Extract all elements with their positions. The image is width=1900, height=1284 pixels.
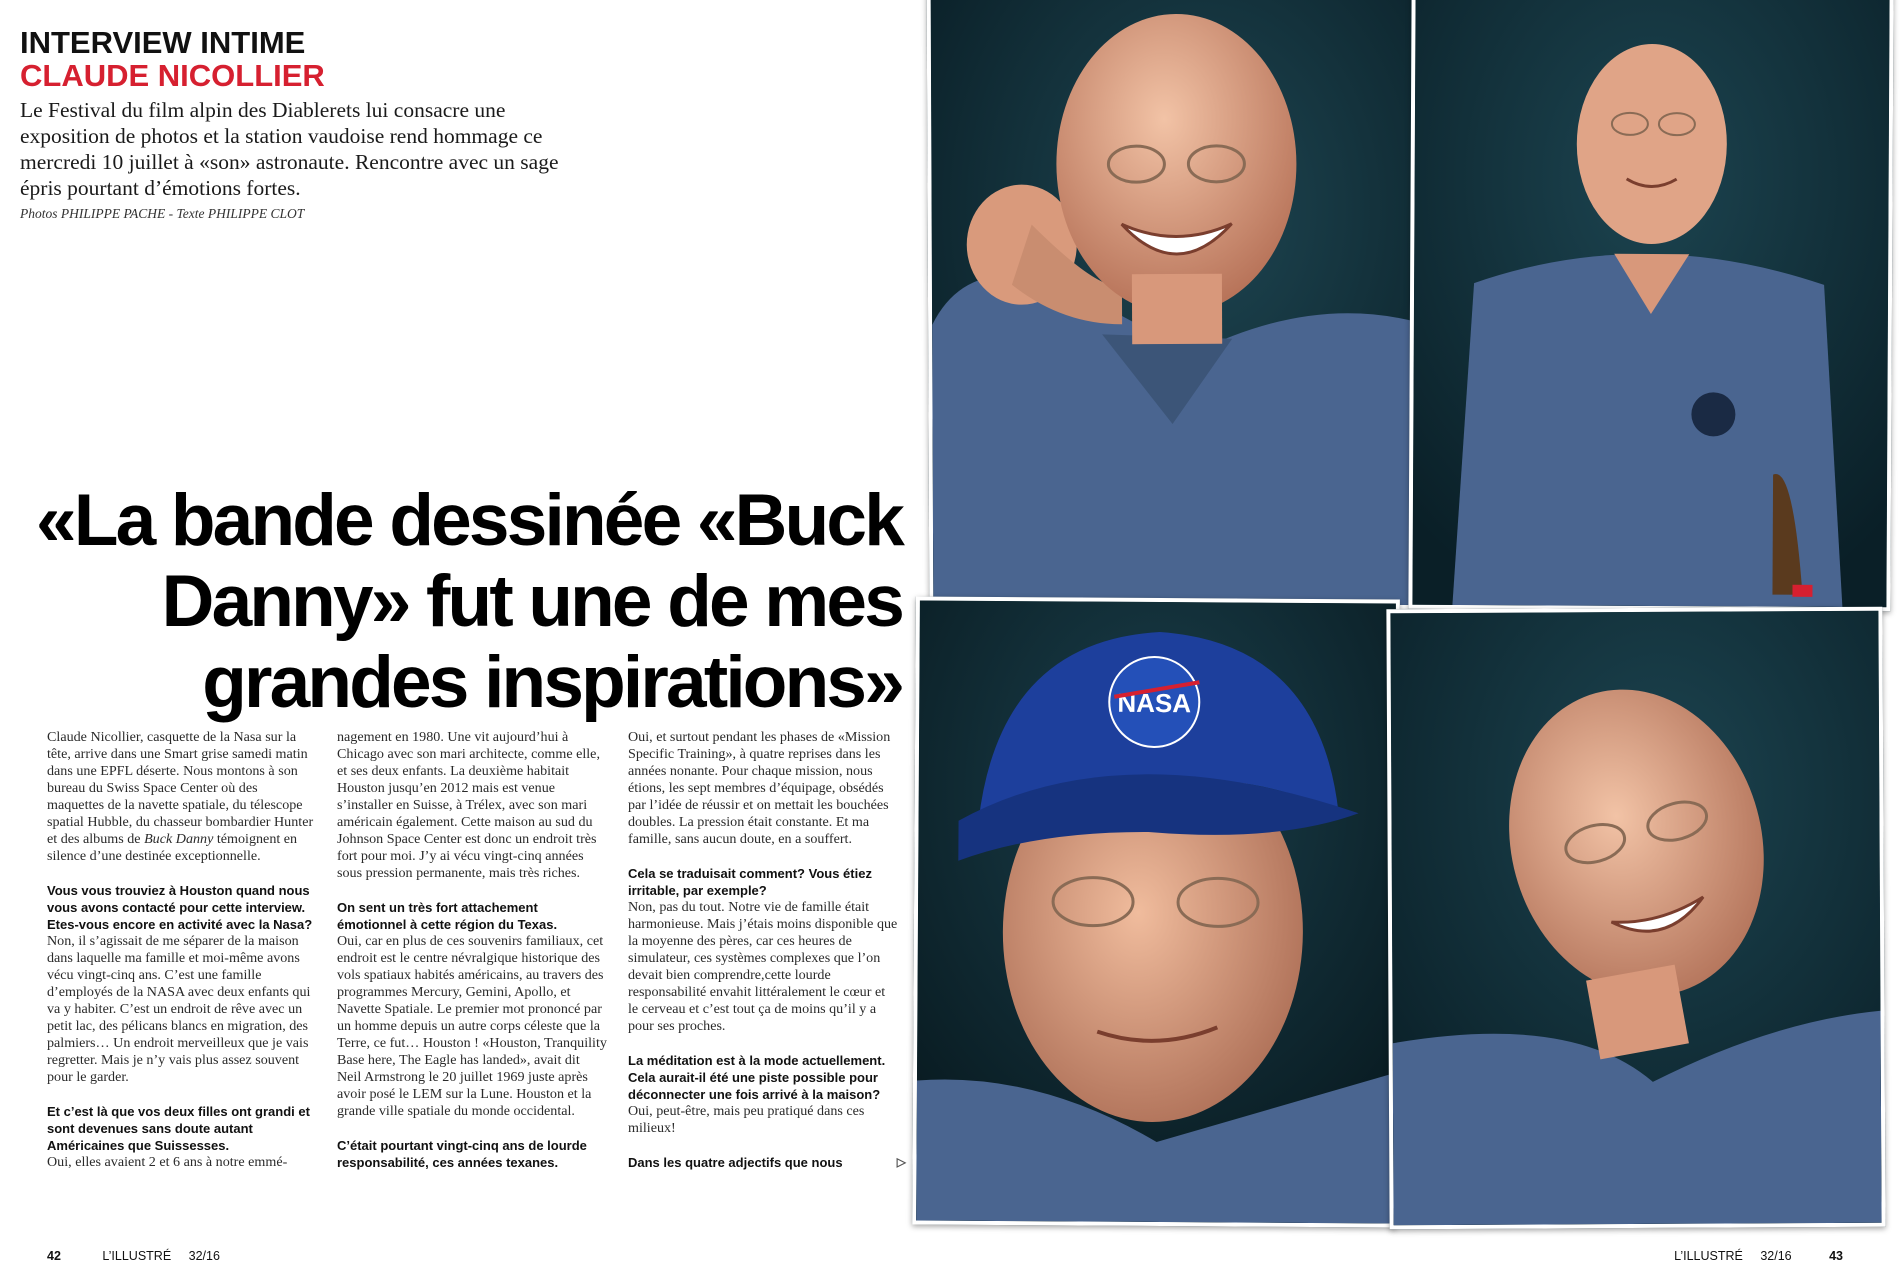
question: On sent un très fort attachement émotionnel à cette région du Texas.	[337, 900, 558, 932]
folio-right	[1674, 1249, 1843, 1263]
magazine-name: L’ILLUSTRÉ	[102, 1249, 172, 1263]
question: Et c’est là que vos deux filles ont grandi et sont devenues sans doute autant Américaines que Suissesses.	[47, 1104, 310, 1153]
folio-left	[47, 1249, 234, 1263]
portrait-photo-3	[912, 597, 1400, 1228]
page-number: 42	[47, 1249, 61, 1263]
magazine-name: L’ILLUSTRÉ	[1674, 1249, 1743, 1263]
article-kicker	[20, 26, 325, 92]
article-lead: Le Festival du film alpin des Diablerets lui consacre une exposition de photos et la station vaudoise rend hommage ce mercredi 10 juillet à «son» astronaute. Rencontre avec un sage épris pourtant d’émotions fortes.	[20, 98, 559, 200]
answer: nagement en 1980. Une vit aujourd’hui à Chicago avec son mari architecte, comme elle, et ses deux enfants. La deuxième habitait Houston jusqu’en 2012 mais est venue s’installer en Suisse, à Trélex, avec son mari américain également. Cette maison au sud du Johnson Space Center est donc un endroit très fort pour moi. J’y ai vécu vingt-cinq années sous pression permanente, mais très riches.	[337, 729, 600, 881]
answer: Non, il s’agissait de me séparer de la maison dans laquelle ma famille et moi-même avons vécu vingt-cinq ans. C’est une famille d’employés de la NASA avec deux enfants qui va y habiter. C’est un endroit de rêve avec un petit lac, des pélicans blancs en migration, des palmiers… Un endroit merveilleux que je vais regretter. Mais je n’y vais plus assez souvent pour le garder.	[47, 933, 311, 1085]
photo-grid	[914, 0, 1900, 1240]
question: Dans les quatre adjectifs que nous ▷	[628, 1155, 906, 1170]
page-number: 43	[1829, 1249, 1843, 1263]
answer: Oui, et surtout pendant les phases de «Mission Specific Training», à quatre reprises dans les années nonante. Pour chaque mission, nous étions, les sept membres d’équipage, obsédés par l’idée de réussir et on mettait les bouchées doubles. La pression était constante. Et ma famille, sans aucun doute, en a souffert.	[628, 729, 891, 847]
comic-title: Buck Danny	[144, 831, 214, 847]
question: Vous vous trouviez à Houston quand nous vous avons contacté pour cette interview. Etes-vous encore en activité avec la Nasa?	[47, 883, 313, 932]
text-column-3	[628, 729, 906, 1171]
issue-number: 32/16	[1760, 1249, 1792, 1263]
answer: Oui, car en plus de ces souvenirs familiaux, cet endroit est le centre névralgique historique des vols spatiaux habités américains, au travers des programmes Mercury, Gemini, Apollo, et Navette Spatiale. Le premier mot prononcé par un homme depuis un autre corps céleste que la Terre, ce fut… Houston ! «Houston, Tranquility Base here, The Eagle has landed», avait dit Neil Armstrong le 20 juillet 1969 juste après avoir posé le LEM sur la Lune. Houston et la grande ville spatiale du monde occidental.	[337, 933, 607, 1119]
answer: Oui, peut-être, mais peu pratiqué dans ces milieux!	[628, 1103, 865, 1136]
question: La méditation est à la mode actuellement. Cela aurait-il été une piste possible pour déconnecter une fois arrivé à la maison?	[628, 1053, 886, 1102]
article-credits: Photos PHILIPPE PACHE - Texte PHILIPPE CLOT	[20, 206, 305, 221]
answer: Non, pas du tout. Notre vie de famille était harmonieuse. Mais j’étais moins disponible que la moyenne des pères, car ces heures de simulateur, ces systèmes complexes que l’on devait bien comprendre,cette lourde responsabilité envahit littéralement le cœur et le cerveau et c’est tout ça de moins qu’il y a pour ses proches.	[628, 899, 898, 1034]
subject-name: CLAUDE NICOLLIER	[20, 58, 325, 93]
article-headline: «La bande dessinée «Buck Danny» fut une de mes grandes inspirations»	[36, 480, 902, 723]
question: C’était pourtant vingt-cinq ans de lourde responsabilité, ces années texanes.	[337, 1138, 587, 1170]
issue-number: 32/16	[188, 1249, 220, 1263]
cap-logo-text: NASA	[1117, 687, 1192, 719]
question: Cela se traduisait comment? Vous étiez irritable, par exemple?	[628, 866, 872, 898]
continue-arrow-icon: ▷	[896, 1155, 906, 1169]
rubric-label: INTERVIEW INTIME	[20, 25, 306, 60]
answer: Oui, elles avaient 2 et 6 ans à notre emmé-	[47, 1154, 288, 1170]
portrait-photo-1	[927, 0, 1426, 611]
portrait-photo-2	[1408, 0, 1893, 611]
text-column-2	[337, 729, 607, 1171]
intro-paragraph: Claude Nicollier, casquette de la Nasa sur la tête, arrive dans une Smart grise samedi matin dans une EPFL déserte. Nous montons à son bureau du Swiss Space Center où des maquettes de la navette spatiale, du télescope spatial Hubble, du chasseur bombardier Hunter et des albums de Buck Danny témoignent en silence d’une destinée exceptionnelle.	[47, 729, 314, 864]
portrait-photo-4	[1386, 607, 1885, 1230]
text-column-1	[47, 729, 317, 1171]
